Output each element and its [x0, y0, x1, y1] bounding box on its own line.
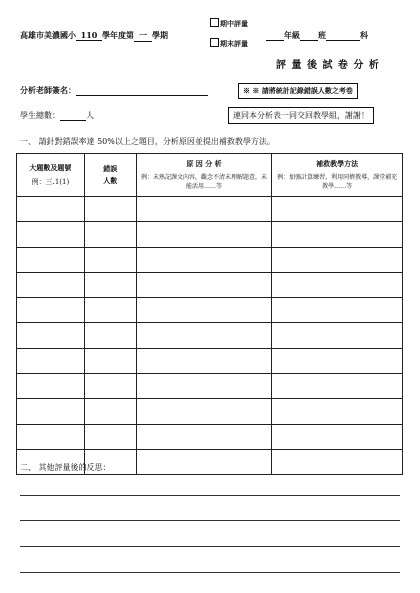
year-suffix: 學年度第 — [102, 30, 134, 40]
table-cell[interactable] — [272, 399, 403, 424]
table-cell[interactable] — [272, 424, 403, 449]
section2-title: 二、 其他評量後的反思： — [20, 463, 111, 472]
analysis-table — [16, 153, 403, 475]
table-cell[interactable] — [84, 348, 136, 373]
table-cell[interactable] — [17, 323, 85, 348]
section1-title: 一、 請針對錯誤率達 50%以上之題目，分析原因並提出補救教學方法。 — [20, 137, 275, 146]
table-cell[interactable] — [272, 374, 403, 399]
table-cell[interactable] — [272, 298, 403, 323]
table-cell[interactable] — [17, 348, 85, 373]
table-cell[interactable] — [84, 424, 136, 449]
table-cell[interactable] — [17, 374, 85, 399]
students-row — [20, 110, 94, 121]
table-cell[interactable] — [136, 374, 272, 399]
table-cell[interactable] — [17, 298, 85, 323]
collect-note: ※ ※ 請將統計記錄錯誤人數之考卷 — [238, 83, 358, 99]
table-cell[interactable] — [272, 272, 403, 297]
class-field[interactable] — [300, 30, 318, 41]
table-cell[interactable] — [136, 323, 272, 348]
grade-suffix: 年級 — [284, 30, 300, 40]
table-cell[interactable] — [84, 298, 136, 323]
reflection-line-1[interactable] — [20, 495, 400, 496]
students-unit: 人 — [86, 111, 94, 120]
table-cell[interactable] — [84, 247, 136, 272]
table-cell[interactable] — [272, 247, 403, 272]
table-row — [17, 197, 403, 222]
col1-header: 大題數及題號 例：三.1(1) — [17, 154, 85, 197]
doc-title: 評 量 後 試 卷 分 析 — [276, 60, 380, 71]
midterm-option[interactable]: 期中評量 — [210, 18, 248, 29]
table-cell[interactable] — [17, 222, 85, 247]
table-cell[interactable] — [272, 222, 403, 247]
table-cell[interactable] — [272, 348, 403, 373]
table-row — [17, 272, 403, 297]
reflection-line-2[interactable] — [20, 520, 400, 521]
table-cell[interactable] — [17, 197, 85, 222]
submit-note: 連同本分析表一同交回教學組，謝謝！ — [228, 107, 374, 124]
table-cell[interactable] — [17, 399, 85, 424]
table-cell[interactable] — [136, 298, 272, 323]
reflection-line-4[interactable] — [20, 572, 400, 573]
table-cell[interactable] — [84, 374, 136, 399]
teacher-label: 分析老師簽名： — [20, 85, 76, 95]
table-cell[interactable] — [17, 272, 85, 297]
teacher-signature-field[interactable] — [76, 85, 208, 96]
term-suffix: 學期 — [152, 30, 168, 40]
col4-header: 補救教學方法 例：加強計算練習，利用同儕教導，課堂補充教學……等 — [272, 154, 403, 197]
table-row — [17, 323, 403, 348]
table-cell[interactable] — [84, 197, 136, 222]
table-row — [17, 247, 403, 272]
class-line — [266, 30, 368, 41]
grade-field[interactable] — [266, 30, 284, 41]
col3-header: 原 因 分 析 例：未熟記課文內容，觀念不清未理解題意，未能活用……等 — [136, 154, 272, 197]
table-row — [17, 298, 403, 323]
subject-field[interactable] — [326, 30, 360, 41]
students-field[interactable] — [60, 111, 86, 121]
table-cell[interactable] — [84, 399, 136, 424]
table-row — [17, 424, 403, 449]
class-suffix: 班 — [318, 30, 326, 40]
col2-header: 錯誤人數 — [84, 154, 136, 197]
teacher-signature-row — [20, 85, 208, 96]
table-row — [17, 222, 403, 247]
midterm-checkbox[interactable] — [210, 18, 219, 27]
students-label: 學生總數： — [20, 111, 60, 120]
school-prefix: 高雄市美濃國小 — [20, 30, 76, 40]
table-cell[interactable] — [136, 348, 272, 373]
table-header-row — [17, 154, 403, 197]
table-cell[interactable] — [84, 272, 136, 297]
subject-suffix: 科 — [360, 30, 368, 40]
table-cell[interactable] — [136, 247, 272, 272]
table-row — [17, 374, 403, 399]
final-option[interactable]: 期末評量 — [210, 38, 248, 49]
table-cell[interactable] — [17, 424, 85, 449]
table-cell[interactable] — [272, 449, 403, 474]
school-line — [20, 30, 168, 42]
table-cell[interactable] — [136, 197, 272, 222]
table-cell[interactable] — [84, 222, 136, 247]
table-cell[interactable] — [136, 272, 272, 297]
table-cell[interactable] — [17, 247, 85, 272]
table-cell[interactable] — [136, 449, 272, 474]
final-checkbox[interactable] — [210, 38, 219, 47]
year-field[interactable]: 110 — [76, 30, 102, 41]
table-cell[interactable] — [272, 323, 403, 348]
term-field[interactable]: 一 — [134, 30, 152, 42]
table-row — [17, 399, 403, 424]
table-cell[interactable] — [136, 424, 272, 449]
reflection-line-3[interactable] — [20, 546, 400, 547]
table-cell[interactable] — [272, 197, 403, 222]
table-cell[interactable] — [136, 399, 272, 424]
table-cell[interactable] — [136, 222, 272, 247]
table-row — [17, 348, 403, 373]
table-cell[interactable] — [84, 323, 136, 348]
